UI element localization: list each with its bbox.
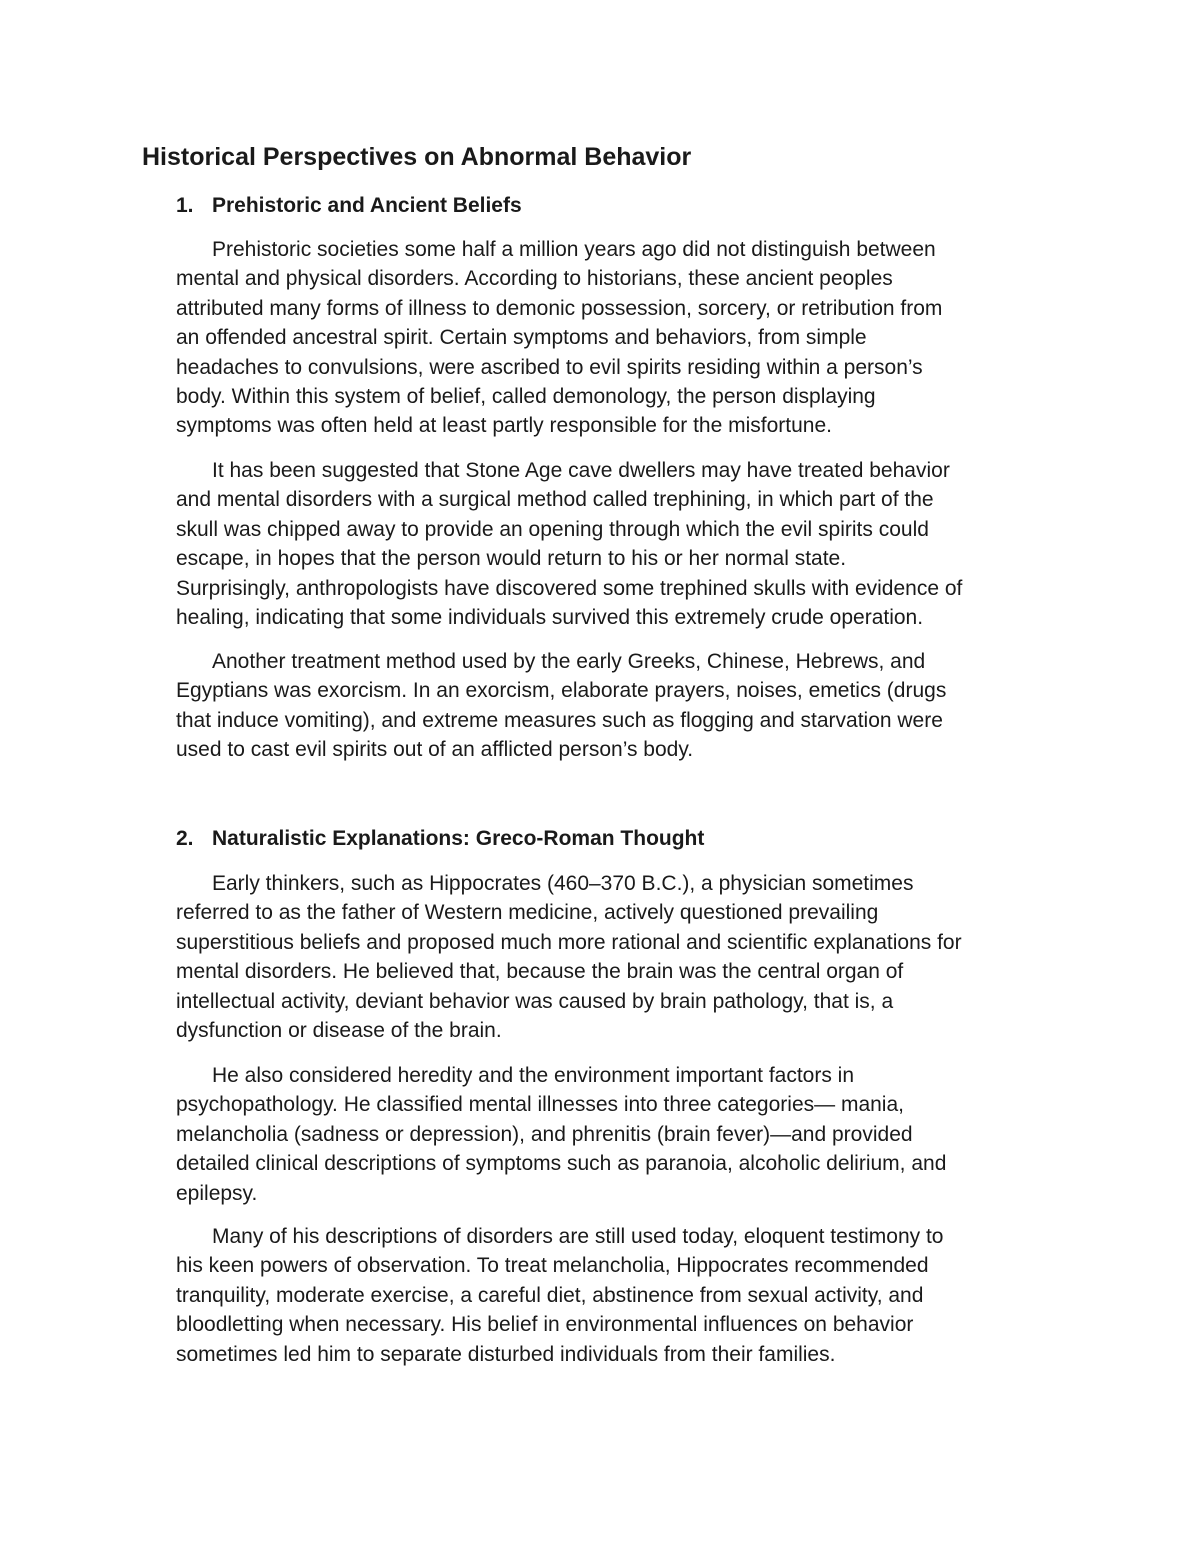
paragraph-prehistoric-societies xyxy=(176,235,1066,441)
section-number: 2. xyxy=(176,827,194,850)
paragraph-line: and mental disorders with a surgical method called trephining, in which part of the xyxy=(176,488,934,512)
paragraph-hippocrates xyxy=(176,869,1066,1045)
paragraph-line: body. Within this system of belief, called demonology, the person displaying xyxy=(176,385,876,409)
paragraph-line: superstitious beliefs and proposed much more rational and scientific explanations for xyxy=(176,930,962,954)
paragraph-line: psychopathology. He classified mental illnesses into three categories— mania, xyxy=(176,1093,904,1117)
paragraph-trephining xyxy=(176,456,1066,632)
paragraph-line: dysfunction or disease of the brain. xyxy=(176,1019,502,1043)
section-number: 1. xyxy=(176,194,194,217)
paragraph-line: mental and physical disorders. According to historians, these ancient peoples xyxy=(176,267,893,291)
paragraph-line: that induce vomiting), and extreme measures such as flogging and starvation were xyxy=(176,708,943,732)
paragraph-line: detailed clinical descriptions of symptoms such as paranoia, alcoholic delirium, and xyxy=(176,1152,947,1176)
document-title: Historical Perspectives on Abnormal Behavior xyxy=(142,143,692,171)
paragraph-line: skull was chipped away to provide an opening through which the evil spirits could xyxy=(176,517,929,541)
paragraph-line: epilepsy. xyxy=(176,1181,258,1205)
paragraph-line: referred to as the father of Western medicine, actively questioned prevailing xyxy=(176,901,879,925)
paragraph-line: his keen powers of observation. To treat melancholia, Hippocrates recommended xyxy=(176,1254,929,1278)
paragraph-line: sometimes led him to separate disturbed individuals from their families. xyxy=(176,1342,836,1366)
paragraph-line: Egyptians was exorcism. In an exorcism, elaborate prayers, noises, emetics (drugs xyxy=(176,679,947,703)
paragraph-line: an offended ancestral spirit. Certain symptoms and behaviors, from simple xyxy=(176,326,867,350)
paragraph-heredity xyxy=(176,1061,1066,1208)
paragraph-line: tranquility, moderate exercise, a careful diet, abstinence from sexual activity, and xyxy=(176,1283,924,1307)
paragraph-line: attributed many forms of illness to demonic possession, sorcery, or retribution from xyxy=(176,296,943,320)
paragraph-line: He also considered heredity and the environment important factors in xyxy=(212,1064,855,1087)
paragraph-line: mental disorders. He believed that, because the brain was the central organ of xyxy=(176,960,904,984)
section-heading-text: Naturalistic Explanations: Greco-Roman Thought xyxy=(212,827,705,850)
paragraph-line: headaches to convulsions, were ascribed to evil spirits residing within a person’s xyxy=(176,355,923,379)
paragraph-line: Another treatment method used by the early Greeks, Chinese, Hebrews, and xyxy=(212,650,926,673)
paragraph-line: melancholia (sadness or depression), and phrenitis (brain fever)—and provided xyxy=(176,1122,913,1146)
paragraph-exorcism xyxy=(176,647,1066,765)
paragraph-line: Prehistoric societies some half a million years ago did not distinguish between xyxy=(212,238,936,261)
paragraph-line: Early thinkers, such as Hippocrates (460–370 B.C.), a physician sometimes xyxy=(212,872,914,895)
paragraph-line: used to cast evil spirits out of an afflicted person’s body. xyxy=(176,738,694,762)
paragraph-line: escape, in hopes that the person would return to his or her normal state. xyxy=(176,547,847,571)
paragraph-line: bloodletting when necessary. His belief in environmental influences on behavior xyxy=(176,1313,914,1337)
paragraph-line: Surprisingly, anthropologists have discovered some trephined skulls with evidence of xyxy=(176,576,963,600)
paragraph-line: intellectual activity, deviant behavior was caused by brain pathology, that is, a xyxy=(176,989,894,1013)
paragraph-line: symptoms was often held at least partly responsible for the misfortune. xyxy=(176,414,832,438)
paragraph-line: Many of his descriptions of disorders are still used today, eloquent testimony to xyxy=(212,1225,944,1248)
section-heading-text: Prehistoric and Ancient Beliefs xyxy=(212,194,522,217)
paragraph-melancholia-treatment xyxy=(176,1222,1066,1369)
paragraph-line: healing, indicating that some individuals survived this extremely crude operation. xyxy=(176,606,924,630)
paragraph-line: It has been suggested that Stone Age cave dwellers may have treated behavior xyxy=(212,459,950,482)
